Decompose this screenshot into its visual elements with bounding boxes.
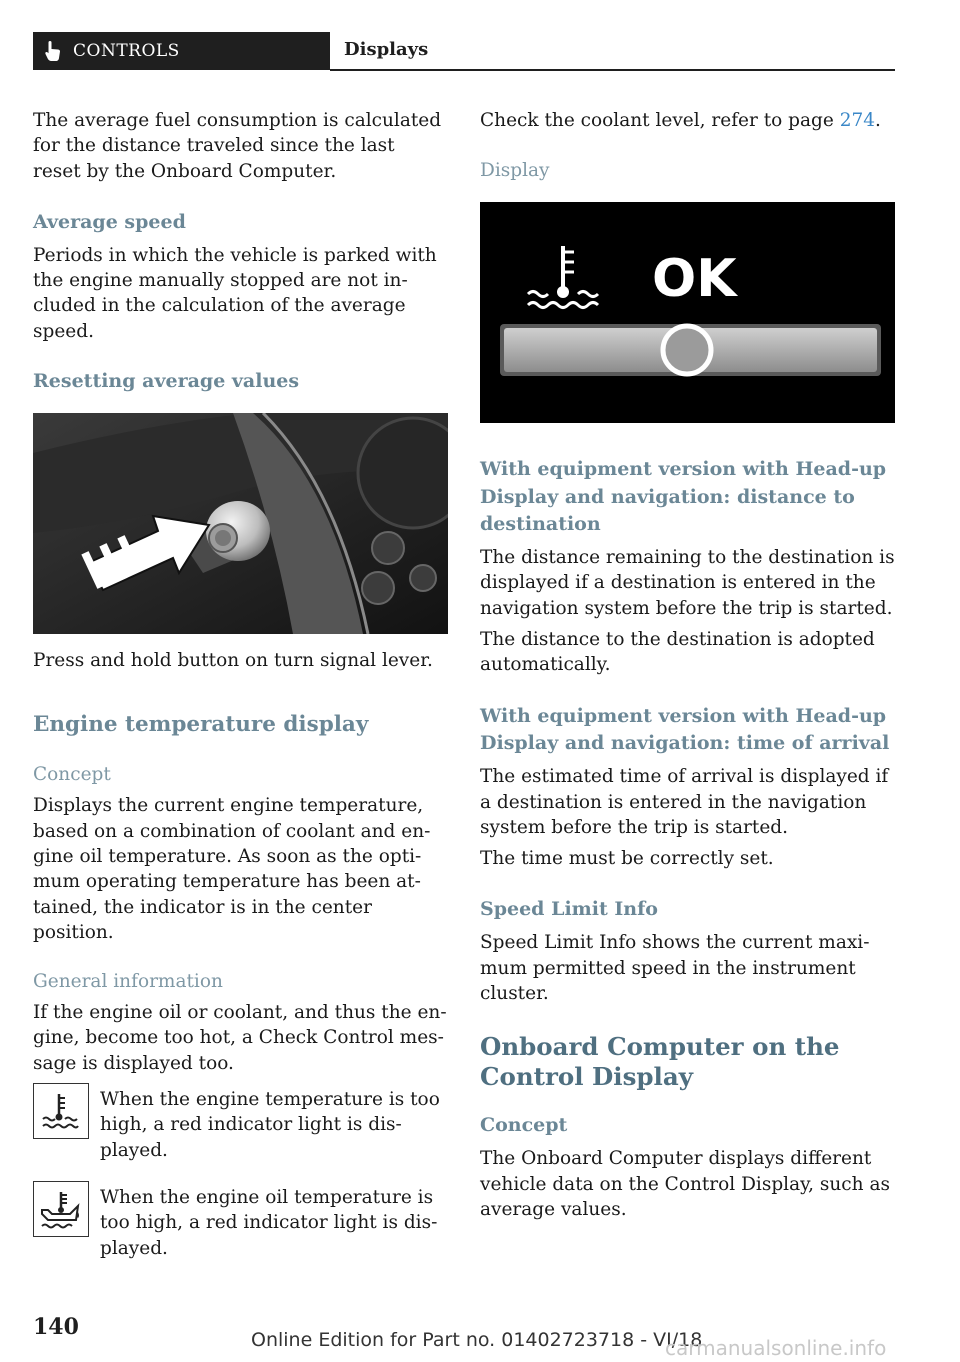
display-subheading: Display	[480, 160, 550, 182]
average-speed-heading: Average speed	[33, 210, 186, 233]
hud-arrival-heading: With equipment version with Head-up Display and navigation: time of arrival	[480, 704, 890, 754]
average-speed-text: Periods in which the vehicle is parked with the engine manually stopped are not in‐ cluded in the calculation of the average speed.	[33, 244, 437, 342]
check-coolant-text: Check the coolant level, refer to page 274.	[480, 110, 881, 131]
engine-temperature-display	[480, 202, 895, 423]
onboard-computer-text: The Onboard Computer displays different vehicle data on the Control Display, such as average values.	[480, 1148, 890, 1220]
turn-signal-lever-photo	[33, 413, 448, 634]
oil-warning-text: When the engine oil temperature is too high, a red indicator light is dis‐ played.	[100, 1186, 438, 1259]
speed-limit-info-text: Speed Limit Info shows the current maxi‐ mum permitted speed in the instrument cluster.	[480, 932, 870, 1005]
concept-subheading: Concept	[33, 764, 111, 786]
gauge-coolant-icon	[528, 246, 598, 308]
coolant-temperature-icon-box	[33, 1083, 89, 1139]
header-rule	[330, 69, 895, 71]
watermark: carmanualsonline.info	[665, 1336, 887, 1360]
general-information-subheading: General information	[33, 971, 223, 993]
gauge-ok-label: OK	[652, 249, 737, 310]
oil-temperature-icon	[38, 1186, 84, 1232]
coolant-warning-text: When the engine temperature is too high, a red indicator light is dis‐ played.	[100, 1089, 440, 1161]
section-tab	[33, 32, 330, 70]
concept-text: Displays the current engine temperature, based on a combination of coolant and en‐ gine oil temperature. As soon as the opti‐ mum operating temperature has been at‐ tained, the indicator is in the center position.	[33, 795, 431, 943]
onboard-computer-heading: Onboard Computer on the Control Display	[480, 1032, 840, 1092]
coolant-warning-row	[33, 1087, 448, 1163]
onboard-concept-heading: Concept	[480, 1114, 568, 1137]
hud-distance-text-2: The distance to the destination is adopted automatically.	[480, 629, 875, 676]
engine-temperature-heading: Engine temperature display	[33, 712, 369, 738]
edition-footer: Online Edition for Part no. 01402723718 - VI/18	[251, 1329, 703, 1351]
hud-distance-text-1: The distance remaining to the destination is displayed if a destination is entered in the navigation system before the trip is started.	[480, 547, 895, 619]
page-reference-link[interactable]: 274	[839, 110, 876, 131]
oil-temperature-icon-box	[33, 1181, 89, 1237]
hud-arrival-text-2: The time must be correctly set.	[480, 848, 774, 870]
gauge-indicator	[663, 326, 711, 374]
pointing-hand-icon	[43, 40, 63, 62]
speed-limit-info-heading: Speed Limit Info	[480, 898, 658, 921]
general-information-text: If the engine oil or coolant, and thus the en‐ gine, become too hot, a Check Control mes‐ sage is displayed too.	[33, 1002, 447, 1074]
chapter-title: Displays	[344, 39, 429, 60]
reset-caption: Press and hold button on turn signal lever.	[33, 650, 433, 672]
coolant-temperature-icon	[38, 1088, 84, 1134]
turn-signal-photo-illustration	[33, 413, 448, 634]
resetting-heading: Resetting average values	[33, 370, 300, 393]
engine-temperature-gauge	[480, 202, 895, 423]
oil-warning-row	[33, 1185, 448, 1261]
fuel-consumption-text: The average fuel consumption is calculated for the distance traveled since the last reset by the Onboard Computer.	[33, 110, 442, 182]
page-number: 140	[33, 1314, 79, 1340]
hud-distance-heading: With equipment version with Head-up Display and navigation: distance to destination	[480, 458, 887, 535]
right-column	[480, 108, 895, 1222]
left-column	[33, 108, 448, 1261]
hud-arrival-text-1: The estimated time of arrival is displayed if a destination is entered in the navigation system before the trip is started.	[480, 766, 889, 838]
section-title: CONTROLS	[73, 41, 180, 61]
